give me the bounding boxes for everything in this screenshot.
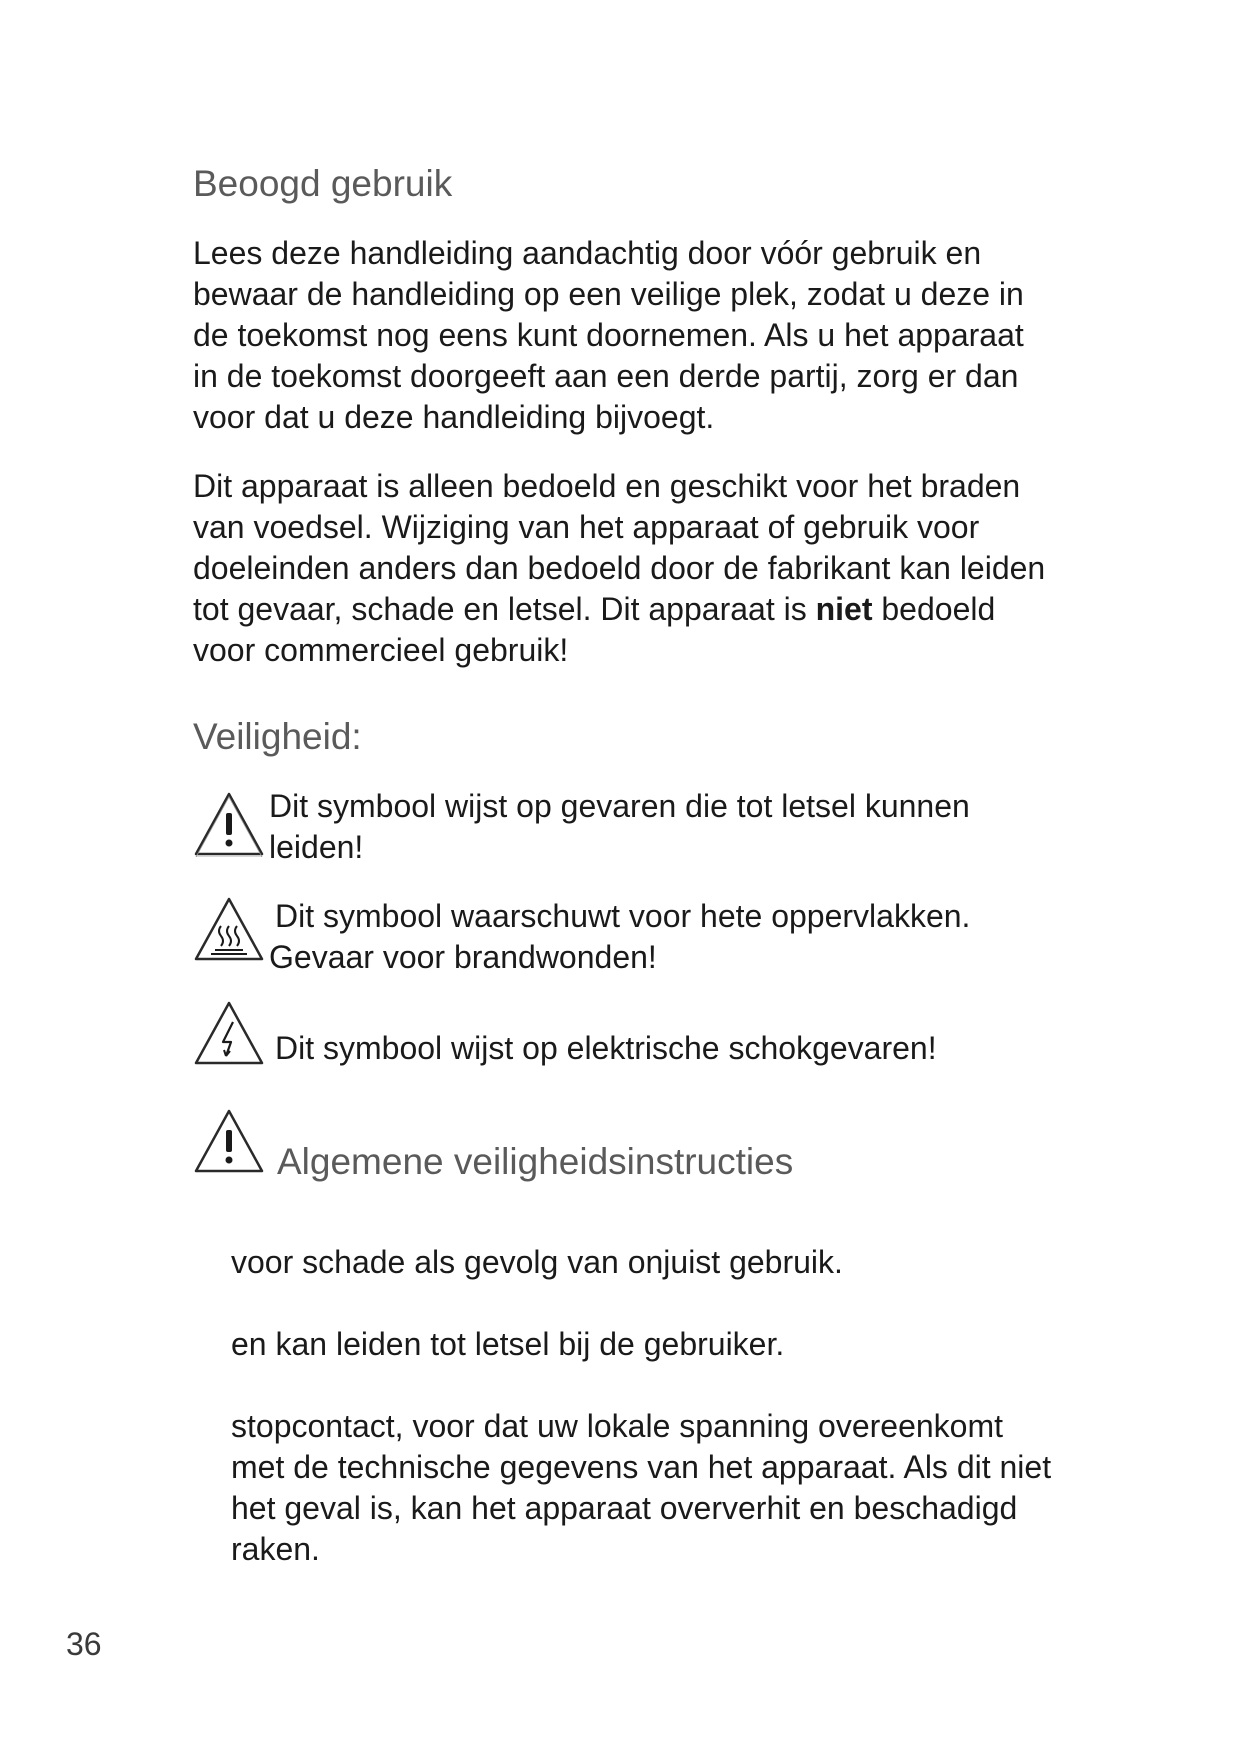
paragraph-line: en kan leiden tot letsel bij de gebruiker. — [231, 1326, 785, 1362]
text-segment: bedoeld — [881, 591, 996, 627]
text-line: Lees deze handleiding aandachtig door vóór gebruik en — [193, 235, 982, 271]
text-segment: tot gevaar, schade en letsel. Dit apparaat is — [193, 591, 807, 627]
exclamation-warning-icon — [193, 791, 265, 857]
symbol-line: Gevaar voor brandwonden! — [269, 939, 657, 975]
hot-surface-warning-icon — [193, 896, 265, 962]
symbol-line: Dit symbool waarschuwt voor hete oppervlakken. — [275, 898, 971, 934]
paragraph-line — [193, 233, 1113, 274]
paragraph-line: van voedsel. Wijziging van het apparaat of gebruik voor — [193, 509, 980, 545]
section-title-safety: Veiligheid: — [193, 716, 362, 757]
paragraph-line: het geval is, kan het apparaat oververhit en beschadigd — [231, 1490, 1018, 1526]
section-title-general-safety: Algemene veiligheidsinstructies — [277, 1141, 794, 1182]
paragraph-line: voor schade als gevolg van onjuist gebruik. — [231, 1244, 843, 1280]
paragraph-line: doeleinden anders dan bedoeld door de fabrikant kan leiden — [193, 550, 1046, 586]
intended-use-paragraph-1 — [193, 233, 1113, 438]
paragraph-line: voor dat u deze handleiding bijvoegt. — [193, 399, 715, 435]
symbol-description: Dit symbool wijst op elektrische schokgevaren! — [275, 1030, 937, 1066]
symbol-row-hot-surface — [193, 896, 1113, 986]
paragraph-line: bewaar de handleiding op een veilige plek, zodat u deze in — [193, 276, 1024, 312]
text-line: stopcontact, voor dat uw lokale spanning overeenkomt — [231, 1408, 1004, 1444]
symbol-description — [269, 786, 1059, 868]
symbol-line: Dit symbool wijst op gevaren die tot letsel kunnen — [269, 788, 970, 824]
paragraph-line: raken. — [231, 1531, 320, 1567]
paragraph-line: met de technische gegevens van het apparaat. Als dit niet — [231, 1449, 1052, 1485]
symbol-row-electric-shock — [193, 1000, 1113, 1072]
paragraph-line: de toekomst nog eens kunt doornemen. Als u het apparaat — [193, 317, 1024, 353]
intended-use-paragraph-2 — [193, 466, 1113, 671]
paragraph-line: Dit apparaat is alleen bedoeld en geschikt voor het braden — [193, 468, 1021, 504]
electric-shock-warning-icon — [193, 1000, 265, 1066]
safety-instruction-item — [231, 1242, 1091, 1283]
section-title-intended-use: Beoogd gebruik — [193, 163, 453, 204]
paragraph-line: in de toekomst doorgeeft aan een derde partij, zorg er dan — [193, 358, 1019, 394]
paragraph-line: voor commercieel gebruik! — [193, 632, 569, 668]
safety-instruction-item — [231, 1406, 1091, 1570]
symbol-description — [269, 896, 1049, 978]
emphasis-not: niet — [815, 591, 873, 627]
paragraph-line — [193, 589, 1113, 630]
paragraph-line — [231, 1406, 1091, 1447]
safety-instruction-item — [231, 1324, 1091, 1365]
symbol-line: leiden! — [269, 829, 364, 865]
page-number: 36 — [66, 1626, 102, 1662]
exclamation-warning-icon — [193, 1108, 265, 1174]
symbol-row-general-hazard — [193, 786, 1113, 876]
